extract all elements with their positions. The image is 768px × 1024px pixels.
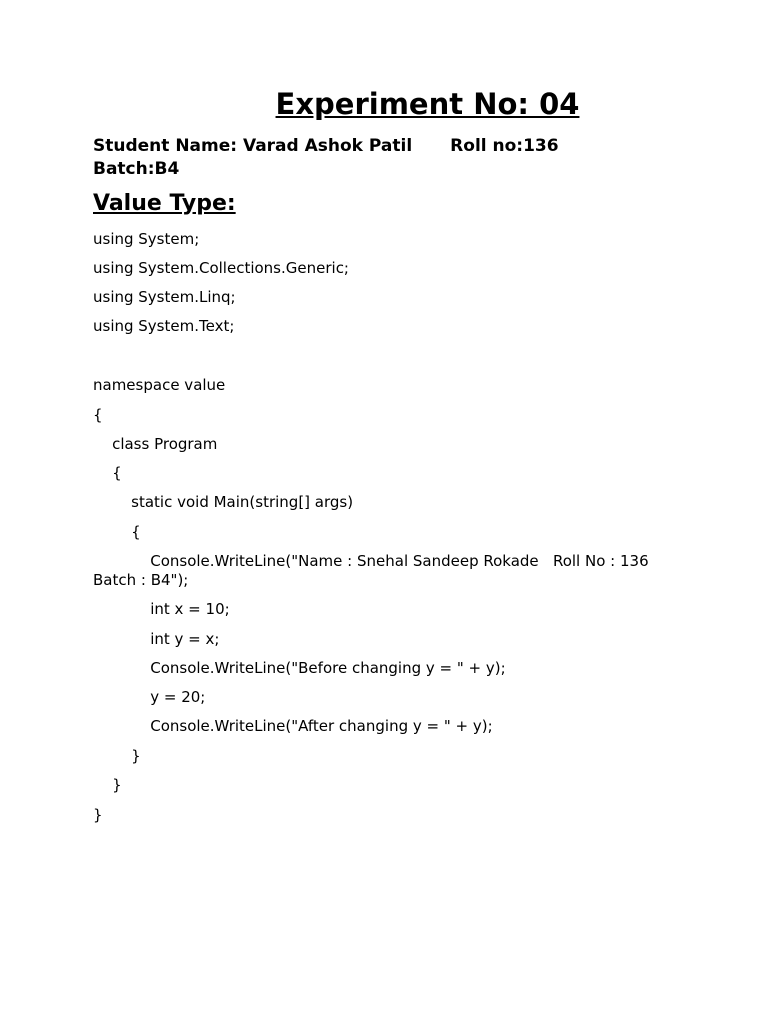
code-line: using System.Text; xyxy=(93,317,235,335)
batch-info: Batch:B4 xyxy=(93,159,180,179)
student-name: Student Name: Varad Ashok Patil xyxy=(93,136,413,156)
code-line: { xyxy=(93,523,141,541)
code-line: } xyxy=(93,806,103,824)
code-line: int y = x; xyxy=(93,630,220,648)
code-line: using System.Linq; xyxy=(93,288,236,306)
code-line: using System.Collections.Generic; xyxy=(93,259,349,277)
code-line: Console.WriteLine("Before changing y = " + y); xyxy=(93,659,506,677)
code-line: int x = 10; xyxy=(93,600,230,618)
code-line: Console.WriteLine("After changing y = " + y); xyxy=(93,717,493,735)
code-line: class Program xyxy=(93,435,218,453)
code-line: using System; xyxy=(93,230,200,248)
code-line: } xyxy=(93,776,122,794)
code-line: namespace value xyxy=(93,376,226,394)
page-title: Experiment No: 04 xyxy=(275,87,580,121)
code-line: } xyxy=(93,747,141,765)
code-line: { xyxy=(93,406,103,424)
code-line: Console.WriteLine("Name : Snehal Sandeep Rokade Roll No : 136 xyxy=(93,552,649,570)
code-line: { xyxy=(93,464,122,482)
roll-number: Roll no:136 xyxy=(450,136,559,156)
code-line: Batch : B4"); xyxy=(93,571,189,589)
student-info-line xyxy=(93,135,559,157)
code-line: y = 20; xyxy=(93,688,206,706)
section-heading: Value Type: xyxy=(93,191,236,216)
code-line: static void Main(string[] args) xyxy=(93,493,354,511)
